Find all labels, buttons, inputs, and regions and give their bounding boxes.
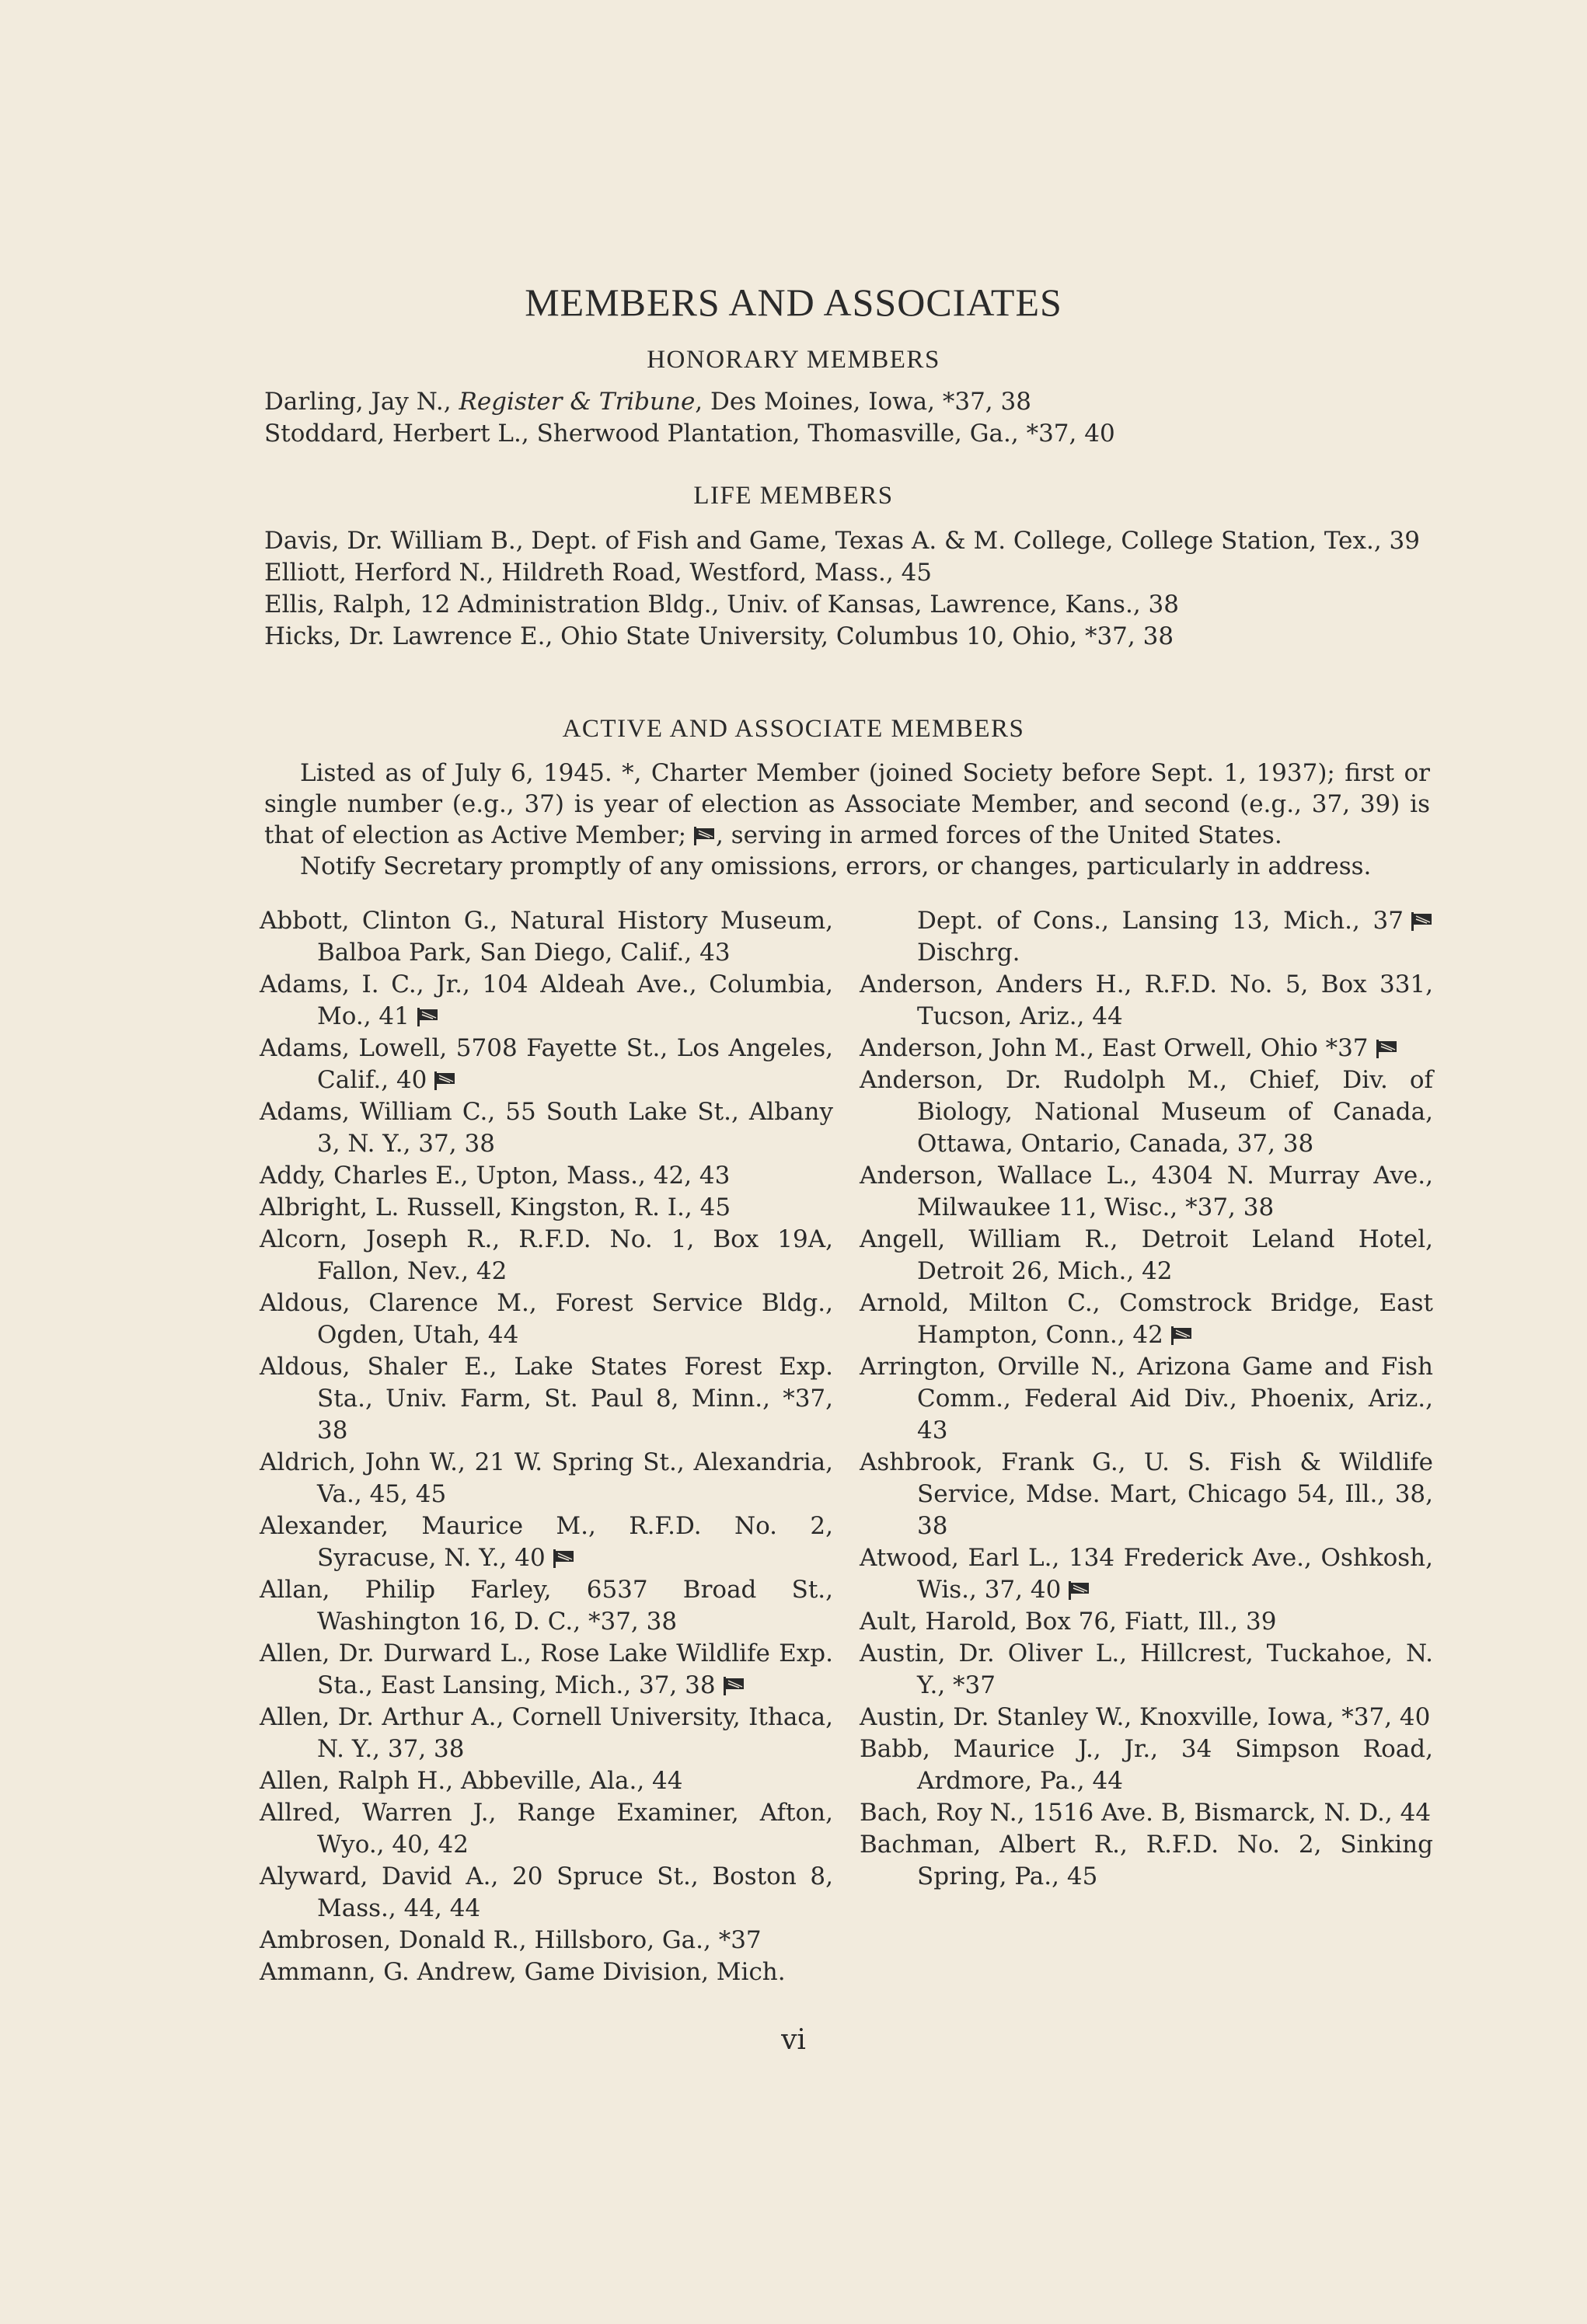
member-entry: Anderson, Dr. Rudolph M., Chief, Div. of Biology, National Museum of Canada, Ottawa, Ontario, Canada, 37, 38 [860,1066,1433,1158]
member-entry: Abbott, Clinton G., Natural History Museum, Balboa Park, San Diego, Calif., 43 [260,907,833,967]
flag-icon [1375,1039,1398,1059]
member-entry: Dept. of Cons., Lansing 13, Mich., 37 Dischrg. [860,905,1433,969]
member-entry: Ashbrook, Frank G., U. S. Fish & Wildlife Service, Mdse. Mart, Chicago 54, Ill., 38, 38 [860,1448,1433,1540]
member-entry: Arnold, Milton C., Comstrock Bridge, East Hampton, Conn., 42 [860,1289,1433,1349]
page-number: vi [781,2024,806,2056]
member-entry: Allred, Warren J., Range Examiner, Afton, Wyo., 40, 42 [260,1799,833,1859]
flag-icon [692,826,716,846]
flag-icon [1170,1326,1193,1346]
member-entry: Anderson, John M., East Orwell, Ohio *37 [860,1033,1433,1064]
member-entry: Ammann, G. Andrew, Game Division, Mich. [260,1958,786,1986]
member-entry: Alcorn, Joseph R., R.F.D. No. 1, Box 19A, Fallon, Nev., 42 [260,1225,833,1285]
member-entry: Atwood, Earl L., 134 Frederick Ave., Oshkosh, Wis., 37, 40 [860,1544,1433,1604]
honorary-entry: Stoddard, Herbert L., Sherwood Plantation, Thomasville, Ga., *37, 40 [264,420,1115,448]
life-entry: Hicks, Dr. Lawrence E., Ohio State University, Columbus 10, Ohio, *37, 38 [264,622,1174,650]
flag-icon [433,1071,456,1091]
flag-icon [552,1549,575,1569]
member-entry: Ambrosen, Donald R., Hillsboro, Ga., *37 [260,1926,762,1954]
member-entry: Alexander, Maurice M., R.F.D. No. 2, Syracuse, N. Y., 40 [260,1512,833,1572]
honorary-heading: HONORARY MEMBERS [647,346,940,374]
member-entry: Arrington, Orville N., Arizona Game and Fish Comm., Federal Aid Div., Phoenix, Ariz., 43 [860,1353,1433,1444]
member-entry: Alyward, David A., 20 Spruce St., Boston 8, Mass., 44, 44 [260,1862,833,1922]
member-entry: Bach, Roy N., 1516 Ave. B, Bismarck, N. D., 44 [860,1799,1432,1827]
member-entry: Allen, Dr. Arthur A., Cornell University, Ithaca, N. Y., 37, 38 [260,1703,833,1763]
life-list [264,525,1430,653]
member-entry: Adams, William C., 55 South Lake St., Albany 3, N. Y., 37, 38 [260,1098,833,1158]
life-entry: Elliott, Herford N., Hildreth Road, Westford, Mass., 45 [264,559,933,587]
member-entry: Aldous, Shaler E., Lake States Forest Exp. Sta., Univ. Farm, St. Paul 8, Minn., *37, 38 [260,1353,833,1444]
honorary-entry: Darling, Jay N., Register & Tribune, Des Moines, Iowa, *37, 38 [264,388,1031,416]
note-notify: Notify Secretary promptly of any omissions, errors, or changes, particularly in address. [300,852,1372,880]
member-entry: Adams, Lowell, 5708 Fayette St., Los Angeles, Calif., 40 [260,1034,833,1094]
member-entry: Bachman, Albert R., R.F.D. No. 2, Sinking Spring, Pa., 45 [860,1831,1433,1890]
right-column [860,905,1433,1893]
life-heading: LIFE MEMBERS [693,482,894,510]
member-entry: Addy, Charles E., Upton, Mass., 42, 43 [260,1162,731,1190]
member-entry: Aldrich, John W., 21 W. Spring St., Alexandria, Va., 45, 45 [260,1448,833,1508]
member-entry: Anderson, Wallace L., 4304 N. Murray Ave., Milwaukee 11, Wisc., *37, 38 [860,1162,1433,1221]
flag-icon [416,1007,439,1027]
member-entry: Albright, L. Russell, Kingston, R. I., 45 [260,1193,731,1221]
member-entry: Ault, Harold, Box 76, Fiatt, Ill., 39 [860,1608,1277,1636]
member-entry: Babb, Maurice J., Jr., 34 Simpson Road, Ardmore, Pa., 44 [860,1735,1433,1795]
life-entry: Davis, Dr. William B., Dept. of Fish and Game, Texas A. & M. College, College Station, Tex., 39 [264,527,1420,555]
member-entry: Aldous, Clarence M., Forest Service Bldg., Ogden, Utah, 44 [260,1289,833,1349]
flag-icon [722,1676,745,1696]
life-entry: Ellis, Ralph, 12 Administration Bldg., Univ. of Kansas, Lawrence, Kans., 38 [264,591,1179,618]
member-entry: Adams, I. C., Jr., 104 Aldeah Ave., Columbia, Mo., 41 [260,970,833,1030]
active-notes [264,758,1430,882]
member-entry: Allen, Dr. Durward L., Rose Lake Wildlife Exp. Sta., East Lansing, Mich., 37, 38 [260,1639,833,1699]
member-entry: Austin, Dr. Stanley W., Knoxville, Iowa, *37, 40 [860,1703,1431,1731]
member-entry: Allan, Philip Farley, 6537 Broad St., Washington 16, D. C., *37, 38 [260,1576,833,1636]
note-legend: Listed as of July 6, 1945. *, Charter Member (joined Society before Sept. 1, 1937); first or single number (e.g., 37) is year of election as Associate Member, and second (e.g., 37, 39) is that of election as Active Member; , serving in armed forces of the United States. [264,759,1430,849]
page-title: MEMBERS AND ASSOCIATES [525,280,1062,324]
left-column [260,905,833,1988]
member-entry: Allen, Ralph H., Abbeville, Ala., 44 [260,1767,683,1795]
flag-icon [1067,1580,1090,1601]
member-entry: Austin, Dr. Oliver L., Hillcrest, Tuckahoe, N. Y., *37 [860,1639,1433,1699]
flag-icon [1410,911,1433,932]
active-heading: ACTIVE AND ASSOCIATE MEMBERS [562,715,1025,743]
honorary-list [264,386,1430,450]
member-entry: Angell, William R., Detroit Leland Hotel, Detroit 26, Mich., 42 [860,1225,1433,1285]
member-entry: Anderson, Anders H., R.F.D. No. 5, Box 331, Tucson, Ariz., 44 [860,970,1433,1030]
